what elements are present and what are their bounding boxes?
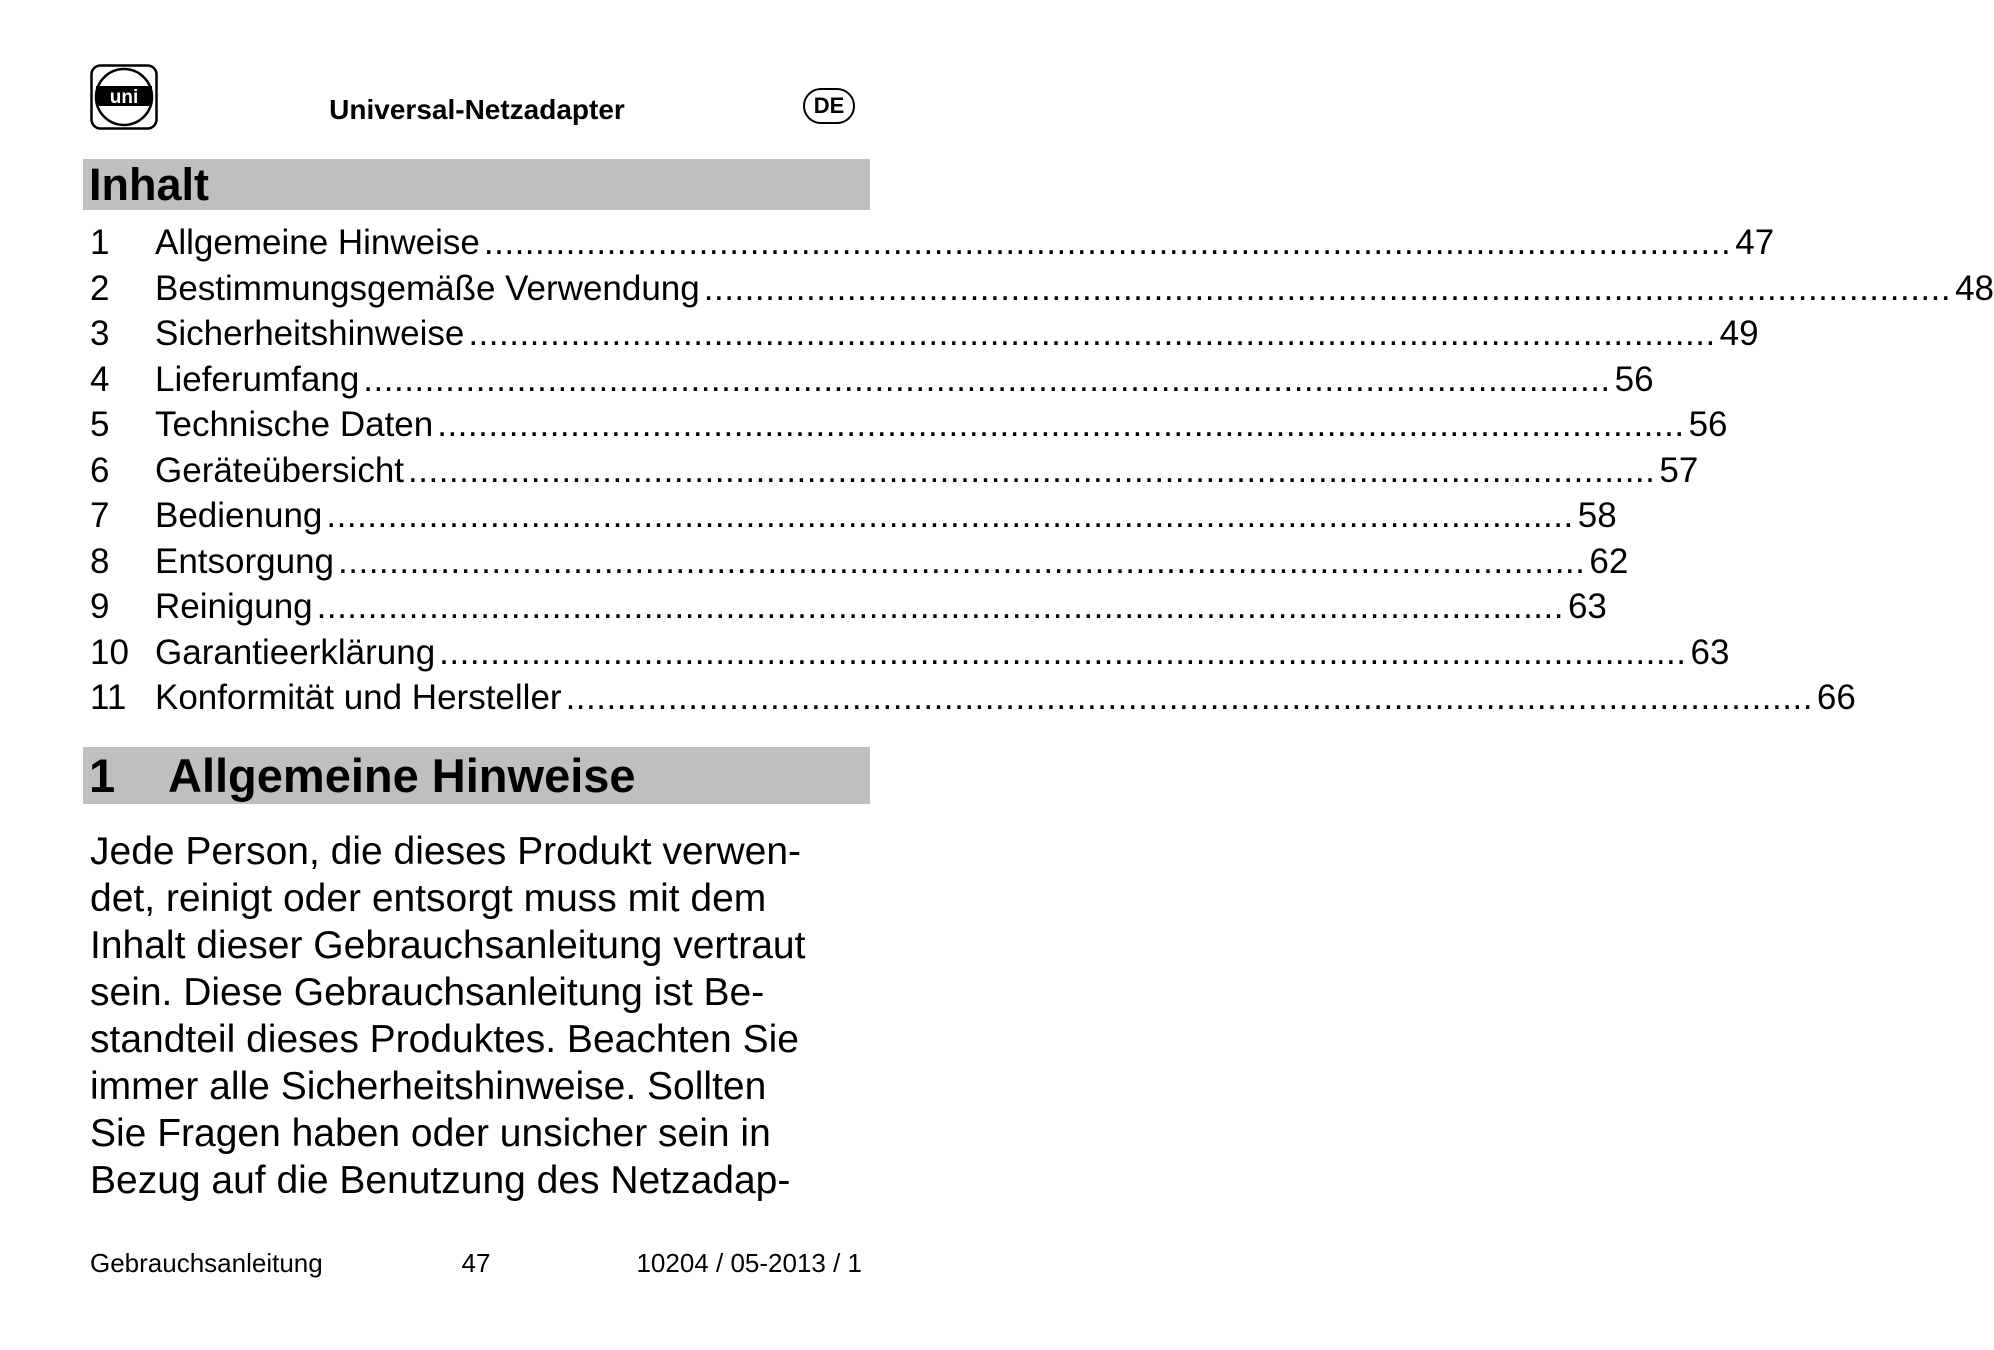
toc-number: 7 [90, 496, 110, 535]
toc-row[interactable] [90, 357, 1654, 403]
toc-leader: .......................................................................................................................... [316, 587, 1564, 626]
document-title: Universal-Netzadapter [329, 94, 625, 125]
toc-leader: .......................................................................................................................... [363, 359, 1611, 399]
toc-page: 57 [1659, 450, 1699, 490]
toc-page: 62 [1589, 541, 1629, 581]
page-footer [90, 1247, 862, 1279]
toc-page: 48 [1955, 268, 1994, 308]
toc-leader: .......................................................................................................................... [703, 268, 1952, 308]
toc-row[interactable] [90, 266, 1994, 312]
language-badge: DE [803, 88, 855, 124]
footer-doc-type: Gebrauchsanleitung [90, 1248, 323, 1278]
body-line: det, reinigt oder entsorgt muss mit dem [90, 877, 767, 920]
toc-title: Reinigung [155, 587, 313, 626]
logo-text: uni [109, 87, 139, 108]
section-title: Allgemeine Hinweise [168, 749, 636, 802]
page-number: 47 [461, 1248, 491, 1278]
table-of-contents [90, 220, 1994, 721]
toc-title: Allgemeine Hinweise [155, 223, 480, 262]
toc-row[interactable] [90, 584, 1607, 630]
toc-page: 47 [1735, 223, 1775, 262]
toc-title: Geräteübersicht [155, 450, 405, 490]
toc-page: 66 [1816, 678, 1856, 717]
toc-title: Technische Daten [155, 405, 434, 444]
toc-row[interactable] [90, 630, 1730, 676]
toc-number: 1 [90, 223, 110, 262]
toc-number: 5 [90, 405, 110, 444]
toc-row[interactable] [90, 220, 1775, 266]
toc-number: 6 [90, 450, 110, 490]
toc-title: Bedienung [155, 496, 323, 535]
toc-number: 9 [90, 587, 110, 626]
body-line: Bezug auf die Benutzung des Netzadap- [90, 1159, 791, 1202]
toc-number: 8 [90, 541, 110, 581]
section-number: 1 [89, 749, 116, 802]
toc-number: 2 [90, 268, 110, 308]
toc-row[interactable] [90, 402, 1728, 448]
section-body [90, 828, 870, 1204]
body-line: Jede Person, die dieses Produkt verwen- [90, 830, 802, 873]
toc-heading-text: Inhalt [89, 159, 209, 210]
toc-leader: .......................................................................................................................... [338, 541, 1586, 581]
toc-title: Konformität und Hersteller [155, 678, 562, 717]
toc-leader: .......................................................................................................................... [439, 632, 1687, 672]
body-line: sein. Diese Gebrauchsanleitung ist Be- [90, 971, 765, 1014]
footer-doc-id: 10204 / 05-2013 / 1 [636, 1248, 862, 1278]
body-line: immer alle Sicherheitshinweise. Sollten [90, 1065, 767, 1108]
toc-leader: .......................................................................................................................... [326, 496, 1574, 535]
toc-row[interactable] [90, 448, 1699, 494]
toc-page: 56 [1614, 359, 1654, 399]
toc-leader: .......................................................................................................................... [483, 223, 1732, 262]
toc-number: 11 [90, 678, 127, 717]
body-line: standteil dieses Produktes. Beachten Sie [90, 1018, 799, 1061]
uni-logo [90, 64, 158, 130]
toc-leader: .......................................................................................................................... [468, 314, 1716, 353]
toc-title: Bestimmungsgemäße Verwendung [155, 268, 700, 308]
body-line: Sie Fragen haben oder unsicher sein in [90, 1112, 771, 1155]
toc-page: 56 [1688, 405, 1728, 444]
toc-page: 49 [1719, 314, 1759, 353]
toc-title: Sicherheitshinweise [155, 314, 465, 353]
toc-number: 10 [90, 632, 129, 672]
toc-leader: .......................................................................................................................... [408, 450, 1656, 490]
toc-row[interactable] [90, 493, 1617, 539]
body-line: Inhalt dieser Gebrauchsanleitung vertraut [90, 924, 806, 967]
toc-leader: .......................................................................................................................... [437, 405, 1685, 444]
toc-row[interactable] [90, 311, 1759, 357]
toc-page: 63 [1690, 632, 1730, 672]
toc-title: Garantieerklärung [155, 632, 436, 672]
toc-heading [83, 159, 870, 210]
toc-leader: .......................................................................................................................... [565, 678, 1813, 717]
toc-number: 3 [90, 314, 110, 353]
toc-row[interactable] [90, 539, 1629, 585]
toc-number: 4 [90, 359, 110, 399]
toc-page: 58 [1577, 496, 1617, 535]
toc-title: Lieferumfang [155, 359, 360, 399]
section-heading [83, 747, 870, 804]
toc-title: Entsorgung [155, 541, 335, 581]
toc-row[interactable] [90, 675, 1856, 721]
toc-page: 63 [1567, 587, 1607, 626]
